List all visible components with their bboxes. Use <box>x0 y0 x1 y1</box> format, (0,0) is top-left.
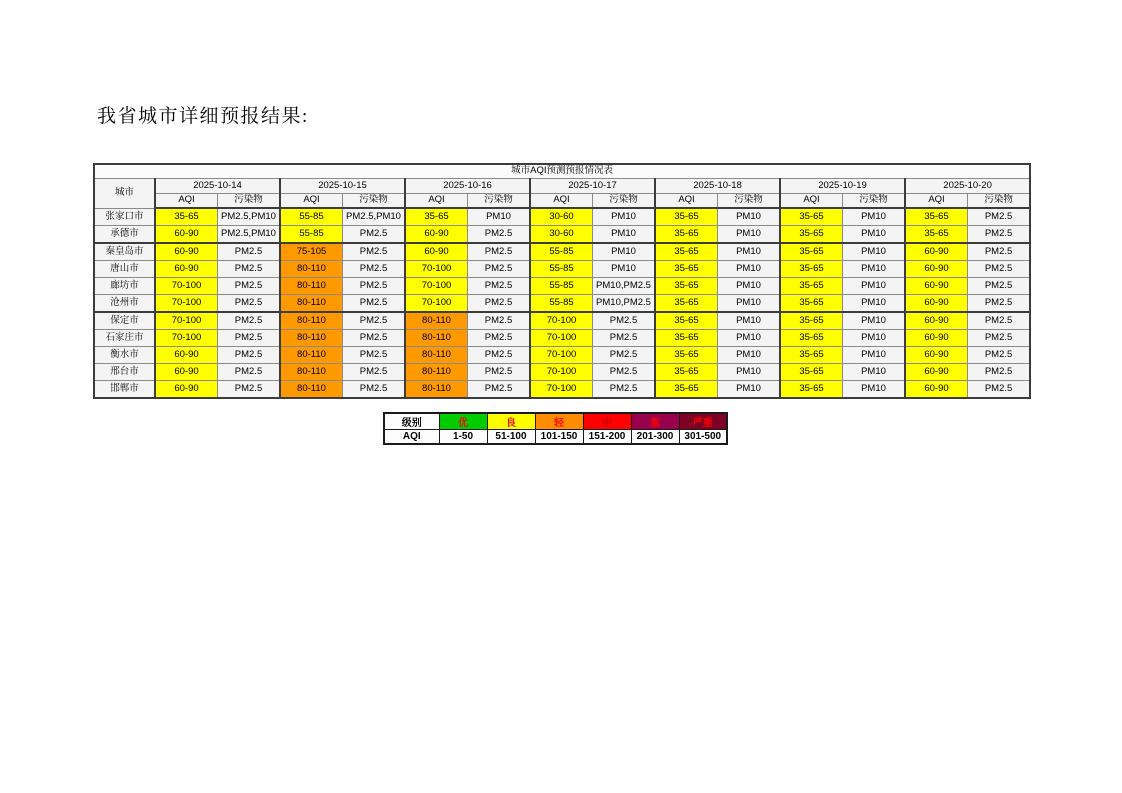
legend-level-header: 级别 <box>384 413 439 430</box>
aqi-value-cell: 70-100 <box>155 278 218 295</box>
aqi-subheader-cell: AQI <box>155 194 218 209</box>
aqi-value-cell: 35-65 <box>780 208 843 226</box>
pollutant-cell: PM2.5 <box>218 278 281 295</box>
aqi-value-cell: 80-110 <box>280 278 343 295</box>
legend-level-cell: 中 <box>583 413 631 430</box>
pollutant-cell: PM10 <box>718 208 781 226</box>
aqi-value-cell: 35-65 <box>655 312 718 330</box>
pollutant-cell: PM10 <box>718 347 781 364</box>
pollutant-cell: PM2.5 <box>218 243 281 261</box>
aqi-value-cell: 60-90 <box>905 312 968 330</box>
aqi-value-cell: 70-100 <box>530 364 593 381</box>
pollutant-cell: PM10,PM2.5 <box>593 295 656 313</box>
pollutant-cell: PM10 <box>468 208 531 226</box>
city-row <box>94 295 1030 313</box>
aqi-value-cell: 80-110 <box>280 312 343 330</box>
aqi-value-cell: 35-65 <box>780 226 843 244</box>
aqi-value-cell: 30-60 <box>530 208 593 226</box>
aqi-value-cell: 80-110 <box>280 381 343 399</box>
pollutant-cell: PM2.5,PM10 <box>218 226 281 244</box>
aqi-value-cell: 35-65 <box>655 261 718 278</box>
pollutant-cell: PM10 <box>593 261 656 278</box>
pollutant-cell: PM2.5 <box>968 347 1031 364</box>
pollutant-cell: PM10 <box>718 295 781 313</box>
aqi-value-cell: 70-100 <box>155 295 218 313</box>
aqi-value-cell: 35-65 <box>780 381 843 399</box>
aqi-value-cell: 35-65 <box>780 330 843 347</box>
pollutant-subheader-cell: 污染物 <box>843 194 906 209</box>
pollutant-cell: PM10 <box>718 243 781 261</box>
pollutant-cell: PM2.5,PM10 <box>218 208 281 226</box>
aqi-value-cell: 70-100 <box>405 278 468 295</box>
pollutant-subheader-cell: 污染物 <box>218 194 281 209</box>
pollutant-cell: PM2.5 <box>593 330 656 347</box>
pollutant-cell: PM2.5 <box>468 261 531 278</box>
pollutant-cell: PM10 <box>718 261 781 278</box>
aqi-value-cell: 75-105 <box>280 243 343 261</box>
pollutant-cell: PM10 <box>843 330 906 347</box>
aqi-value-cell: 60-90 <box>905 243 968 261</box>
pollutant-cell: PM10 <box>843 278 906 295</box>
aqi-value-cell: 35-65 <box>780 347 843 364</box>
pollutant-cell: PM2.5 <box>343 312 406 330</box>
aqi-value-cell: 30-60 <box>530 226 593 244</box>
legend-level-cell: 良 <box>487 413 535 430</box>
aqi-value-cell: 35-65 <box>155 208 218 226</box>
date-header-cell: 2025-10-17 <box>530 179 655 194</box>
date-header-cell: 2025-10-14 <box>155 179 280 194</box>
city-cell: 保定市 <box>94 312 155 330</box>
pollutant-cell: PM2.5 <box>468 278 531 295</box>
city-row <box>94 261 1030 278</box>
pollutant-cell: PM2.5 <box>593 312 656 330</box>
pollutant-cell: PM2.5 <box>593 381 656 399</box>
aqi-subheader-cell: AQI <box>530 194 593 209</box>
aqi-value-cell: 60-90 <box>155 364 218 381</box>
pollutant-cell: PM2.5 <box>968 381 1031 399</box>
aqi-value-cell: 70-100 <box>405 261 468 278</box>
pollutant-cell: PM10 <box>718 330 781 347</box>
aqi-value-cell: 55-85 <box>280 208 343 226</box>
aqi-value-cell: 80-110 <box>405 381 468 399</box>
pollutant-subheader-cell: 污染物 <box>718 194 781 209</box>
legend-range-cell: 1-50 <box>439 430 487 445</box>
city-cell: 廊坊市 <box>94 278 155 295</box>
aqi-value-cell: 80-110 <box>405 312 468 330</box>
aqi-legend-table <box>383 412 728 445</box>
pollutant-cell: PM2.5 <box>343 261 406 278</box>
legend-level-cell: 重 <box>631 413 679 430</box>
aqi-value-cell: 60-90 <box>155 226 218 244</box>
pollutant-cell: PM2.5 <box>968 226 1031 244</box>
aqi-value-cell: 60-90 <box>905 295 968 313</box>
pollutant-cell: PM2.5 <box>468 347 531 364</box>
pollutant-cell: PM2.5 <box>343 278 406 295</box>
aqi-value-cell: 70-100 <box>530 330 593 347</box>
pollutant-cell: PM10 <box>843 226 906 244</box>
aqi-value-cell: 55-85 <box>530 278 593 295</box>
pollutant-cell: PM2.5 <box>343 364 406 381</box>
aqi-value-cell: 60-90 <box>405 243 468 261</box>
aqi-value-cell: 55-85 <box>280 226 343 244</box>
aqi-value-cell: 80-110 <box>280 364 343 381</box>
aqi-value-cell: 80-110 <box>280 295 343 313</box>
pollutant-cell: PM2.5 <box>968 261 1031 278</box>
pollutant-cell: PM10 <box>718 381 781 399</box>
city-cell: 石家庄市 <box>94 330 155 347</box>
aqi-value-cell: 80-110 <box>280 261 343 278</box>
pollutant-cell: PM2.5 <box>218 347 281 364</box>
legend-aqi-header: AQI <box>384 430 439 445</box>
table-title: 城市AQI预测预报情况表 <box>94 164 1030 179</box>
aqi-value-cell: 60-90 <box>905 278 968 295</box>
legend-level-cell: 优 <box>439 413 487 430</box>
city-row <box>94 312 1030 330</box>
pollutant-cell: PM10 <box>843 381 906 399</box>
pollutant-cell: PM2.5 <box>218 295 281 313</box>
aqi-value-cell: 60-90 <box>155 261 218 278</box>
aqi-value-cell: 60-90 <box>905 261 968 278</box>
city-row <box>94 330 1030 347</box>
aqi-value-cell: 60-90 <box>155 243 218 261</box>
legend-range-cell: 51-100 <box>487 430 535 445</box>
aqi-value-cell: 80-110 <box>405 364 468 381</box>
aqi-value-cell: 80-110 <box>280 347 343 364</box>
aqi-value-cell: 35-65 <box>780 295 843 313</box>
pollutant-cell: PM2.5 <box>593 364 656 381</box>
pollutant-cell: PM2.5 <box>968 278 1031 295</box>
aqi-value-cell: 35-65 <box>655 226 718 244</box>
aqi-subheader-cell: AQI <box>780 194 843 209</box>
pollutant-cell: PM2.5 <box>468 330 531 347</box>
pollutant-cell: PM2.5 <box>593 347 656 364</box>
aqi-value-cell: 60-90 <box>405 226 468 244</box>
aqi-subheader-cell: AQI <box>405 194 468 209</box>
pollutant-cell: PM2.5 <box>468 243 531 261</box>
pollutant-subheader-cell: 污染物 <box>468 194 531 209</box>
aqi-value-cell: 55-85 <box>530 243 593 261</box>
legend-range-cell: 101-150 <box>535 430 583 445</box>
city-row <box>94 243 1030 261</box>
aqi-value-cell: 35-65 <box>905 208 968 226</box>
legend-level-cell: 严重 <box>679 413 727 430</box>
aqi-value-cell: 80-110 <box>280 330 343 347</box>
aqi-subheader-cell: AQI <box>905 194 968 209</box>
pollutant-cell: PM10 <box>593 243 656 261</box>
pollutant-cell: PM2.5 <box>343 347 406 364</box>
pollutant-cell: PM2.5 <box>218 261 281 278</box>
aqi-value-cell: 35-65 <box>780 364 843 381</box>
city-row <box>94 347 1030 364</box>
city-cell: 沧州市 <box>94 295 155 313</box>
aqi-value-cell: 80-110 <box>405 347 468 364</box>
pollutant-cell: PM10 <box>843 364 906 381</box>
aqi-subheader-cell: AQI <box>655 194 718 209</box>
aqi-value-cell: 35-65 <box>655 364 718 381</box>
date-header-cell: 2025-10-15 <box>280 179 405 194</box>
pollutant-subheader-cell: 污染物 <box>593 194 656 209</box>
pollutant-cell: PM10 <box>843 261 906 278</box>
pollutant-cell: PM2.5 <box>343 295 406 313</box>
city-row <box>94 278 1030 295</box>
pollutant-cell: PM10 <box>718 278 781 295</box>
pollutant-cell: PM2.5 <box>218 330 281 347</box>
pollutant-cell: PM10 <box>718 364 781 381</box>
pollutant-cell: PM2.5 <box>218 312 281 330</box>
aqi-value-cell: 35-65 <box>780 312 843 330</box>
city-cell: 衡水市 <box>94 347 155 364</box>
aqi-value-cell: 70-100 <box>530 312 593 330</box>
city-row <box>94 226 1030 244</box>
date-header-cell: 2025-10-20 <box>905 179 1030 194</box>
pollutant-cell: PM10 <box>843 243 906 261</box>
pollutant-cell: PM2.5 <box>468 295 531 313</box>
city-cell: 秦皇岛市 <box>94 243 155 261</box>
pollutant-cell: PM2.5 <box>468 381 531 399</box>
date-header-cell: 2025-10-18 <box>655 179 780 194</box>
aqi-subheader-cell: AQI <box>280 194 343 209</box>
pollutant-cell: PM2.5 <box>968 312 1031 330</box>
pollutant-cell: PM10 <box>718 312 781 330</box>
city-cell: 唐山市 <box>94 261 155 278</box>
pollutant-cell: PM2.5 <box>218 364 281 381</box>
aqi-value-cell: 35-65 <box>780 278 843 295</box>
legend-level-cell: 轻 <box>535 413 583 430</box>
aqi-value-cell: 60-90 <box>155 381 218 399</box>
aqi-value-cell: 35-65 <box>655 278 718 295</box>
date-header-cell: 2025-10-19 <box>780 179 905 194</box>
pollutant-cell: PM10 <box>718 226 781 244</box>
city-cell: 承德市 <box>94 226 155 244</box>
pollutant-cell: PM10 <box>593 208 656 226</box>
aqi-value-cell: 35-65 <box>780 243 843 261</box>
pollutant-cell: PM2.5 <box>968 295 1031 313</box>
city-row <box>94 364 1030 381</box>
aqi-value-cell: 70-100 <box>530 381 593 399</box>
pollutant-cell: PM2.5 <box>968 208 1031 226</box>
pollutant-cell: PM2.5 <box>343 243 406 261</box>
pollutant-cell: PM2.5 <box>343 381 406 399</box>
pollutant-cell: PM2.5 <box>968 330 1031 347</box>
pollutant-cell: PM2.5 <box>968 243 1031 261</box>
pollutant-cell: PM2.5 <box>218 381 281 399</box>
pollutant-cell: PM2.5 <box>343 330 406 347</box>
legend-range-cell: 201-300 <box>631 430 679 445</box>
city-cell: 邢台市 <box>94 364 155 381</box>
aqi-value-cell: 55-85 <box>530 295 593 313</box>
date-header-cell: 2025-10-16 <box>405 179 530 194</box>
pollutant-subheader-cell: 污染物 <box>343 194 406 209</box>
legend-range-cell: 301-500 <box>679 430 727 445</box>
aqi-value-cell: 35-65 <box>655 208 718 226</box>
aqi-value-cell: 60-90 <box>905 330 968 347</box>
aqi-value-cell: 35-65 <box>655 347 718 364</box>
aqi-value-cell: 60-90 <box>155 347 218 364</box>
aqi-value-cell: 70-100 <box>155 312 218 330</box>
aqi-value-cell: 70-100 <box>155 330 218 347</box>
city-cell: 张家口市 <box>94 208 155 226</box>
pollutant-subheader-cell: 污染物 <box>968 194 1031 209</box>
page-title: 我省城市详细预报结果: <box>97 106 309 127</box>
city-row <box>94 381 1030 399</box>
aqi-value-cell: 60-90 <box>905 364 968 381</box>
city-cell: 邯郸市 <box>94 381 155 399</box>
city-column-header: 城市 <box>94 179 155 209</box>
pollutant-cell: PM2.5 <box>468 364 531 381</box>
pollutant-cell: PM10 <box>843 347 906 364</box>
aqi-value-cell: 70-100 <box>405 295 468 313</box>
pollutant-cell: PM2.5 <box>343 226 406 244</box>
aqi-value-cell: 35-65 <box>780 261 843 278</box>
pollutant-cell: PM10,PM2.5 <box>593 278 656 295</box>
pollutant-cell: PM10 <box>593 226 656 244</box>
pollutant-cell: PM10 <box>843 312 906 330</box>
pollutant-cell: PM2.5 <box>468 226 531 244</box>
aqi-value-cell: 35-65 <box>905 226 968 244</box>
aqi-value-cell: 70-100 <box>530 347 593 364</box>
aqi-value-cell: 35-65 <box>655 381 718 399</box>
aqi-value-cell: 60-90 <box>905 347 968 364</box>
pollutant-cell: PM10 <box>843 208 906 226</box>
legend-range-cell: 151-200 <box>583 430 631 445</box>
aqi-value-cell: 35-65 <box>655 295 718 313</box>
pollutant-cell: PM2.5,PM10 <box>343 208 406 226</box>
pollutant-cell: PM2.5 <box>468 312 531 330</box>
aqi-forecast-table <box>93 163 1031 399</box>
aqi-value-cell: 55-85 <box>530 261 593 278</box>
pollutant-cell: PM10 <box>843 295 906 313</box>
aqi-value-cell: 35-65 <box>655 330 718 347</box>
city-row <box>94 208 1030 226</box>
aqi-value-cell: 60-90 <box>905 381 968 399</box>
aqi-value-cell: 80-110 <box>405 330 468 347</box>
aqi-value-cell: 35-65 <box>405 208 468 226</box>
aqi-value-cell: 35-65 <box>655 243 718 261</box>
pollutant-cell: PM2.5 <box>968 364 1031 381</box>
